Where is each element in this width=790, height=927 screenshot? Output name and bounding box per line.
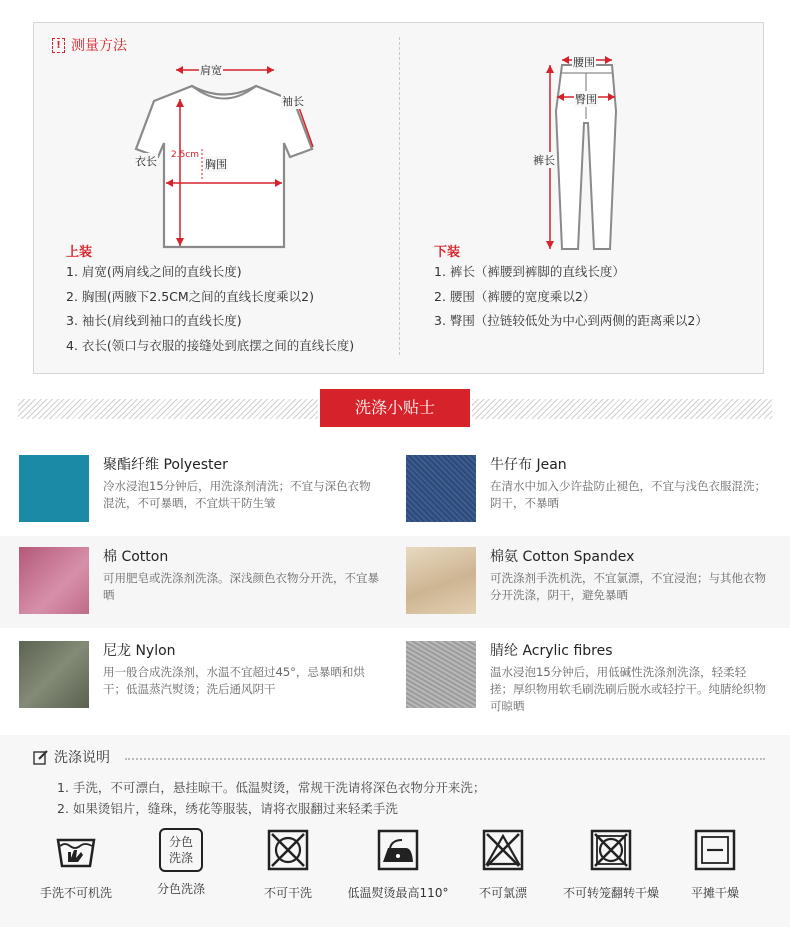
fabric-name: 尼龙 Nylon <box>103 643 176 659</box>
care-hand-wash <box>21 828 131 901</box>
care-low-iron <box>343 828 453 901</box>
care-no-bleach <box>448 828 558 901</box>
icon-label: 不可氯漂 <box>478 886 527 900</box>
care-flat-dry <box>660 828 770 901</box>
list-item: 2. 胸围(两腋下2.5CM之间的直线长度乘以2) <box>66 288 314 304</box>
title-dotted-rule <box>125 758 765 760</box>
nylon-swatch <box>19 641 89 708</box>
icon-label: 低温熨烫最高110° <box>347 886 449 900</box>
list-item: 1. 肩宽(两肩线之间的直线长度) <box>66 264 242 279</box>
hand-wash-icon <box>54 828 98 872</box>
sleeve-label: 袖长 <box>282 95 304 108</box>
bottom-heading: 下装 <box>434 245 461 260</box>
list-item: 1. 裤长（裤腰到裤脚的直线长度） <box>434 264 625 279</box>
low-iron-icon <box>376 828 420 872</box>
bottom-measure-list <box>434 260 708 334</box>
fabric-polyester <box>19 455 379 522</box>
fabric-cotton-spandex <box>406 547 766 614</box>
fabric-acrylic <box>406 641 766 715</box>
fabric-nylon <box>19 641 379 708</box>
icon-label: 不可干洗 <box>263 886 312 900</box>
chest-label: 胸围 <box>205 158 227 171</box>
acrylic-swatch <box>406 641 476 708</box>
list-item: 2. 腰围（裤腰的宽度乘以2） <box>434 288 596 304</box>
list-item: 4. 衣长(领口与衣服的接缝处到底摆之间的直线长度) <box>66 337 355 353</box>
vertical-divider <box>399 37 400 355</box>
measurement-panel <box>33 22 764 374</box>
fabric-desc: 用一般合成洗涤剂，水温不宜超过45°，忌暴晒和烘干；低温蒸汽熨烫；洗后通风阴干 <box>103 665 365 696</box>
wash-title-text: 洗涤说明 <box>54 750 110 766</box>
fabric-name: 棉 Cotton <box>103 549 169 565</box>
jean-swatch <box>406 455 476 522</box>
list-item: 1. 手洗，不可漂白，悬挂晾干。低温熨烫，常规干洗请将深色衣物分开来洗； <box>57 780 486 795</box>
banner-stripe-left <box>18 399 318 419</box>
fabric-cotton <box>19 547 379 614</box>
wash-list <box>57 777 485 819</box>
fabric-desc: 温水浸泡15分钟后，用低碱性洗涤剂洗涤，轻柔轻搓；厚织物用软毛刷洗刷后脱水或轻拧干。纯腈纶织物可晾晒 <box>490 665 766 713</box>
offset-label: 2.5cm <box>171 150 200 160</box>
edit-icon <box>33 750 48 765</box>
fabric-desc: 可用肥皂或洗涤剂洗涤。深浅颜色衣物分开洗，不宜暴晒 <box>103 571 379 602</box>
fabric-desc: 可洗涤剂手洗机洗，不宜氯漂，不宜浸泡；与其他衣物分开洗涤，阴干，避免暴晒 <box>490 571 766 602</box>
fabric-name: 聚酯纤维 Polyester <box>103 457 228 473</box>
shoulder-label: 肩宽 <box>200 64 222 77</box>
fabric-name: 牛仔布 Jean <box>490 457 567 473</box>
fabric-name: 棉氨 Cotton Spandex <box>490 549 635 565</box>
care-separate-wash <box>126 828 236 897</box>
cotton-spandex-swatch <box>406 547 476 614</box>
measure-title-text: 测量方法 <box>71 38 127 54</box>
list-item: 3. 臀围（拉链较低处为中心到两侧的距离乘以2） <box>434 313 708 328</box>
fabric-jean <box>406 455 766 522</box>
icon-label: 不可转笼翻转干燥 <box>562 886 659 900</box>
pants-length-label: 裤长 <box>533 154 555 167</box>
list-item: 3. 袖长(肩线到袖口的直线长度) <box>66 313 242 328</box>
icon-text: 分色 <box>168 835 193 849</box>
wash-title <box>33 747 110 767</box>
warning-icon: ! <box>52 38 65 53</box>
icon-label: 平摊干燥 <box>690 886 739 900</box>
no-tumble-dry-icon <box>589 828 633 872</box>
icon-label: 分色洗涤 <box>156 882 205 896</box>
list-item: 2. 如果烫铝片，缝珠，绣花等服装，请将衣服翻过来轻柔手洗 <box>57 801 398 816</box>
measure-title <box>52 35 127 55</box>
icon-text: 洗涤 <box>168 851 193 865</box>
banner-title: 洗涤小贴士 <box>320 389 470 427</box>
length-label: 衣长 <box>135 155 157 168</box>
wash-tips-banner <box>0 385 790 433</box>
polyester-swatch <box>19 455 89 522</box>
separate-wash-icon <box>159 828 203 872</box>
top-measure-list <box>66 260 354 358</box>
top-heading: 上装 <box>66 245 93 260</box>
banner-stripe-right <box>472 399 772 419</box>
flat-dry-icon <box>693 828 737 872</box>
no-bleach-icon <box>481 828 525 872</box>
hip-label: 臀围 <box>575 93 597 106</box>
fabric-name: 腈纶 Acrylic fibres <box>490 643 613 659</box>
cotton-swatch <box>19 547 89 614</box>
waist-label: 腰围 <box>573 56 595 69</box>
no-dry-clean-icon <box>266 828 310 872</box>
care-no-dry-clean <box>233 828 343 901</box>
care-no-tumble-dry <box>556 828 666 901</box>
icon-label: 手洗不可机洗 <box>39 886 112 900</box>
fabric-desc: 冷水浸泡15分钟后，用洗涤剂清洗；不宜与深色衣物混洗，不可暴晒，不宜烘干防生皱 <box>103 479 371 510</box>
fabric-desc: 在清水中加入少许盐防止褪色，不宜与浅色衣服混洗；阴干，不暴晒 <box>490 479 766 510</box>
